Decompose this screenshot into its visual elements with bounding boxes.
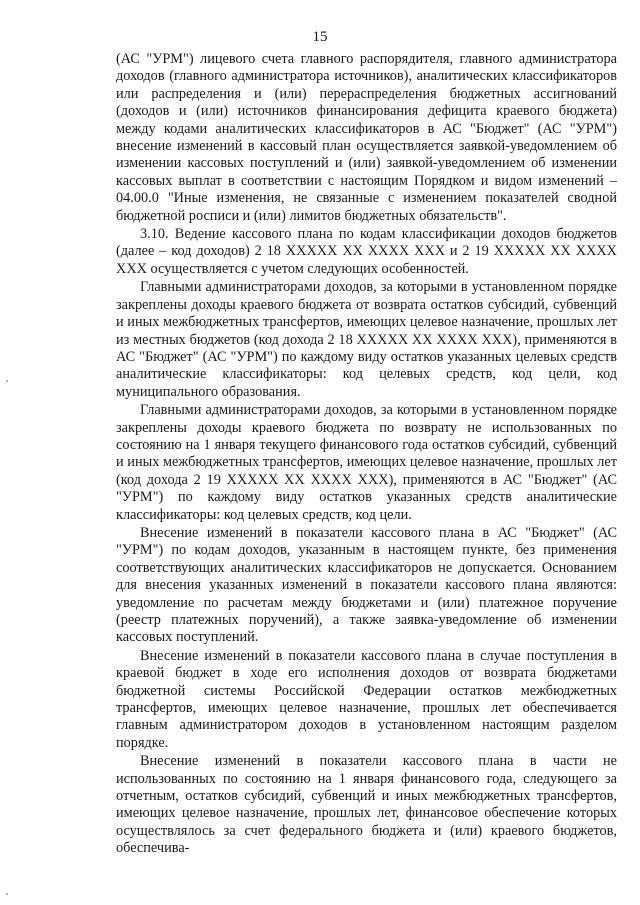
paragraph-7: Внесение изменений в показатели кассового плана в части не использованных по состоянию на 1 января финансового года, следующего за отчетным, остатков субсидий, субвенций и иных межбюджетных трансфертов, имеющих целевое назначение, прошлых лет, финансовое обеспечение которых осуществлялось за счет федерального бюджета и (или) краевого бюджетов, обеспечива- — [116, 753, 617, 857]
paragraph-2: 3.10. Ведение кассового плана по кодам классификации доходов бюджетов (далее – код доходов) 2 18 XXXXX XX XXXX XXX и 2 19 XXXXX XX XXXX XXX осуществляется с учетом следующих особенностей. — [116, 226, 617, 277]
paragraph-4: Главными администраторами доходов, за которыми в установленном порядке закреплены доходы краевого бюджета по возврату не использованных по состоянию на 1 января текущего финансового года остатков субсидий, субвенций и иных межбюджетных трансфертов, имеющих целевое назначение, прошлых лет (код дохода 2 19 XXXXX XX XXXX XXX), применяются в АС "Бюджет" (АС "УРМ") по каждому виду остатков указанных средств аналитические классификаторы: код целевых средств, код цели. — [116, 402, 617, 523]
paragraph-1: (АС "УРМ") лицевого счета главного распорядителя, главного администратора доходов (главного администратора источников), аналитических классификаторов или распределения и (или) перераспределения бюджетных ассигнований (доходов и (или) источников финансирования дефицита краевого бюджета) между кодами аналитических классификаторов в АС "Бюджет" (АС "УРМ") внесение изменений в кассовый план осуществляется заявкой-уведомлением об изменении кассовых поступлений и (или) заявкой-уведомлением об изменении кассовых выплат в соответствии с настоящим Порядком и видом изменений – 04.00.0 "Иные изменения, не связанные с изменением показателей сводной бюджетной росписи и (или) лимитов бюджетных обязательств". — [116, 51, 617, 224]
scan-margin-mark — [6, 893, 8, 895]
scan-margin-mark — [6, 380, 8, 382]
document-body — [116, 51, 617, 858]
page-number: 15 — [312, 29, 328, 45]
paragraph-5: Внесение изменений в показатели кассового плана в АС "Бюджет" (АС "УРМ") по кодам доходов, указанным в настоящем пункте, без применения соответствующих аналитических классификаторов не допускается. Основанием для внесения указанных изменений в показатели кассового плана являются: уведомление по расчетам между бюджетами и (или) платежное поручение (реестр платежных поручений), а также заявка-уведомление об изменении кассовых поступлений. — [116, 524, 617, 646]
paragraph-6: Внесение изменений в показатели кассового плана в случае поступления в краевой бюджет в ходе его исполнения доходов от возврата бюджетами бюджетной системы Российской Федерации остатков межбюджетных трансфертов, имеющих целевое назначение, прошлых лет обеспечивается главным администратором доходов в установленном настоящим разделом порядке. — [116, 647, 617, 751]
paragraph-3: Главными администраторами доходов, за которыми в установленном порядке закреплены доходы краевого бюджета от возврата остатков субсидий, субвенций и иных межбюджетных трансфертов, имеющих целевое назначение, прошлых лет из местных бюджетов (код дохода 2 18 XXXXX XX XXXX XXX), применяются в АС "Бюджет" (АС "УРМ") по каждому виду остатков указанных целевых средств аналитические классификаторы: код целевых средств, код цели, код муниципального образования. — [116, 279, 617, 400]
